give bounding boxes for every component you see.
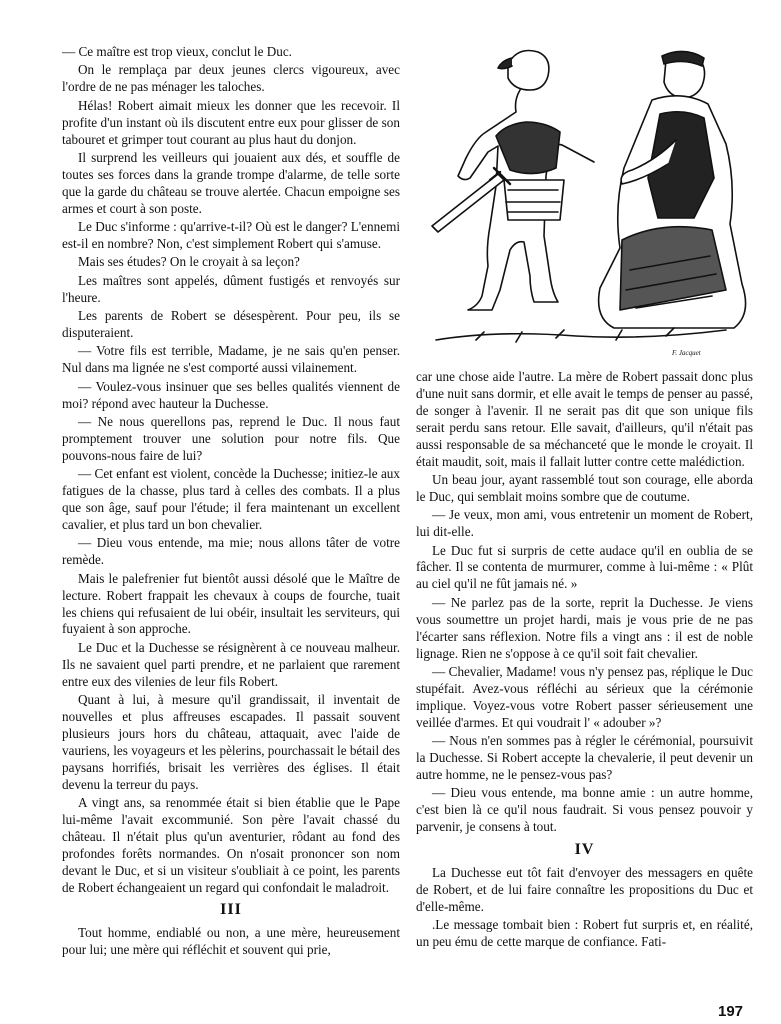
- paragraph: .Le message tombait bien : Robert fut surpris et, en réalité, un peu ému de cette marque de confiance. Fati-: [416, 917, 753, 949]
- paragraph: Un beau jour, ayant rassemblé tout son courage, elle aborda le Duc, qui semblait moins sombre que de coutume.: [416, 471, 753, 504]
- paragraph: Quant à lui, à mesure qu'il grandissait, il inventait de nouvelles et plus affreuses escapades. Il passait souvent plusieurs jours hors du château, attaquait, avec l'aide de vauriens, les voyageurs et les pèlerins, pourchassait le bétail des paysans horrifiés, brisait les verrières des églises. Il était devenu la terreur du pays.: [62, 692, 401, 792]
- paragraph: — Je veux, mon ami, vous entretenir un moment de Robert, lui dit-elle.: [416, 507, 753, 540]
- paragraph: Le Duc s'informe : qu'arrive-t-il? Où est le danger? L'ennemi est-il en nombre? Non, c'est simplement Robert qui s'amuse.: [62, 219, 400, 251]
- paragraph: — Dieu vous entende, ma mie; nous allons tâter de votre remède.: [62, 535, 400, 568]
- paragraph: — Cet enfant est violent, concède la Duchesse; initiez-le aux fatigues de la chasse, plus tard à celles des combats. Il a plus que son âge, sauf pour l'étude; il fera maintenant un excellent cavalier, et plus tard un bon chevalier.: [62, 466, 400, 532]
- page-number: 197: [718, 1003, 744, 1020]
- paragraph: — Chevalier, Madame! vous n'y pensez pas, réplique le Duc stupéfait. Avez-vous réfléchi au sérieux que la cérémonie implique. Voyez-vous votre Robert passer sérieusement une veillée d'armes. Et qui voudrait l' « adouber »?: [416, 663, 753, 730]
- left-column: [62, 44, 400, 961]
- illustration-knight-and-duchess: [416, 40, 756, 362]
- illustrator-signature: F. Jacquet: [672, 349, 701, 357]
- paragraph: — Ne parlez pas de la sorte, reprit la Duchesse. Je viens vous soumettre un projet hardi, mais je vous prie de ne pas l'écarter sans réflexion. Notre fils a vingt ans : il est de noble lignage. Rien ne s'oppose à ce qu'il soit fait chevalier.: [416, 594, 753, 661]
- paragraph: — Ce maître est trop vieux, conclut le Duc.: [62, 44, 292, 59]
- paragraph: Le Duc fut si surpris de cette audace qu'il en oublia de se fâcher. Il se contenta de murmurer, comme à lui-même : « Plût au ciel qu'il ne fût jamais né. »: [416, 542, 753, 592]
- paragraph: Hélas! Robert aimait mieux les donner que les recevoir. Il profite d'un instant où ils discutent entre eux pour glisser de son tabouret et grimper tout courant au plus haut du donjon.: [62, 97, 400, 147]
- paragraph: Le Duc et la Duchesse se résignèrent à ce nouveau malheur. Ils ne savaient quel parti prendre, et ne parlaient que rarement entre eux des vilenies de leur fils Robert.: [62, 639, 400, 689]
- paragraph: Tout homme, endiablé ou non, a une mère, heureusement pour lui; une mère qui réfléchit et souvent qui prie,: [62, 925, 400, 958]
- right-column: [416, 369, 753, 952]
- section-heading-iii: III: [220, 901, 242, 919]
- section-heading-iv: IV: [574, 840, 595, 858]
- paragraph: A vingt ans, sa renommée était si bien établie que le Pape lui-même l'avait excommunié. Son père l'avait chassé du château. Il n'était plus qu'un aventurier, rôdant au fond des profondes forêts normandes. On n'osait prononcer son nom devant le Duc, et si un visiteur s'oubliait à ce point, les parents de Robert échangeaient un regard qui confondait le maladroit.: [62, 794, 400, 895]
- paragraph: — Voulez-vous insinuer que ses belles qualités viennent de moi? répond avec hauteur la Duchesse.: [62, 378, 400, 411]
- paragraph: — Votre fils est terrible, Madame, je ne sais qu'en penser. Nul dans ma lignée ne s'est comporté aussi vilainement.: [62, 343, 400, 376]
- paragraph: Les parents de Robert se désespèrent. Pour peu, ils se disputeraient.: [62, 308, 400, 340]
- paragraph: — Dieu vous entende, ma bonne amie : un autre homme, c'est bien là ce qu'il nous faudrait. Si vous pensez pouvoir y parvenir, je consens à tout.: [416, 785, 753, 835]
- paragraph: On le remplaça par deux jeunes clercs vigoureux, avec l'ordre de ne pas ménager les taloches.: [62, 62, 400, 95]
- paragraph: car une chose aide l'autre. La mère de Robert passait donc plus d'une nuit sans dormir, et elle avait le temps de penser au passé, de songer à l'avenir. Il ne serait pas dit que son unique fils serait perdu sans retour. Elle savait, d'ailleurs, qu'il n'était pas aussi responsable de sa méchanceté que le monde le croyait. Il était maudit, soit, mais il fallait lutter contre cette malédiction.: [416, 369, 753, 469]
- paragraph: Les maîtres sont appelés, dûment fustigés et renvoyés sur l'heure.: [62, 272, 400, 305]
- paragraph: Mais le palefrenier fut bientôt aussi désolé que le Maître de lecture. Robert frappait les chevaux à coups de fourche, tuait les chiens qui refusaient de lui obéir, insultait les serviteurs, qui fuyaient à son approche.: [62, 570, 400, 637]
- paragraph: La Duchesse eut tôt fait d'envoyer des messagers en quête de Robert, et de lui faire connaître les propositions du Duc et d'elle-même.: [416, 864, 753, 914]
- paragraph: Mais ses études? On le croyait à sa leçon?: [78, 254, 300, 270]
- paragraph: — Ne nous querellons pas, reprend le Duc. Il nous faut promptement trouver une solution pour notre fils. Que pouvons-nous faire de lui?: [62, 414, 400, 463]
- paragraph: — Nous n'en sommes pas à régler le cérémonial, poursuivit la Duchesse. Si Robert accepte la chevalerie, il peut devenir un autre homme, ne le pensez-vous pas?: [416, 733, 753, 782]
- paragraph: Il surprend les veilleurs qui jouaient aux dés, et souffle de toutes ses forces dans la grande trompe d'alarme, de telle sorte que la garde du château se trouve alertée. Chacun empoigne ses armes et court à son poste.: [62, 149, 400, 216]
